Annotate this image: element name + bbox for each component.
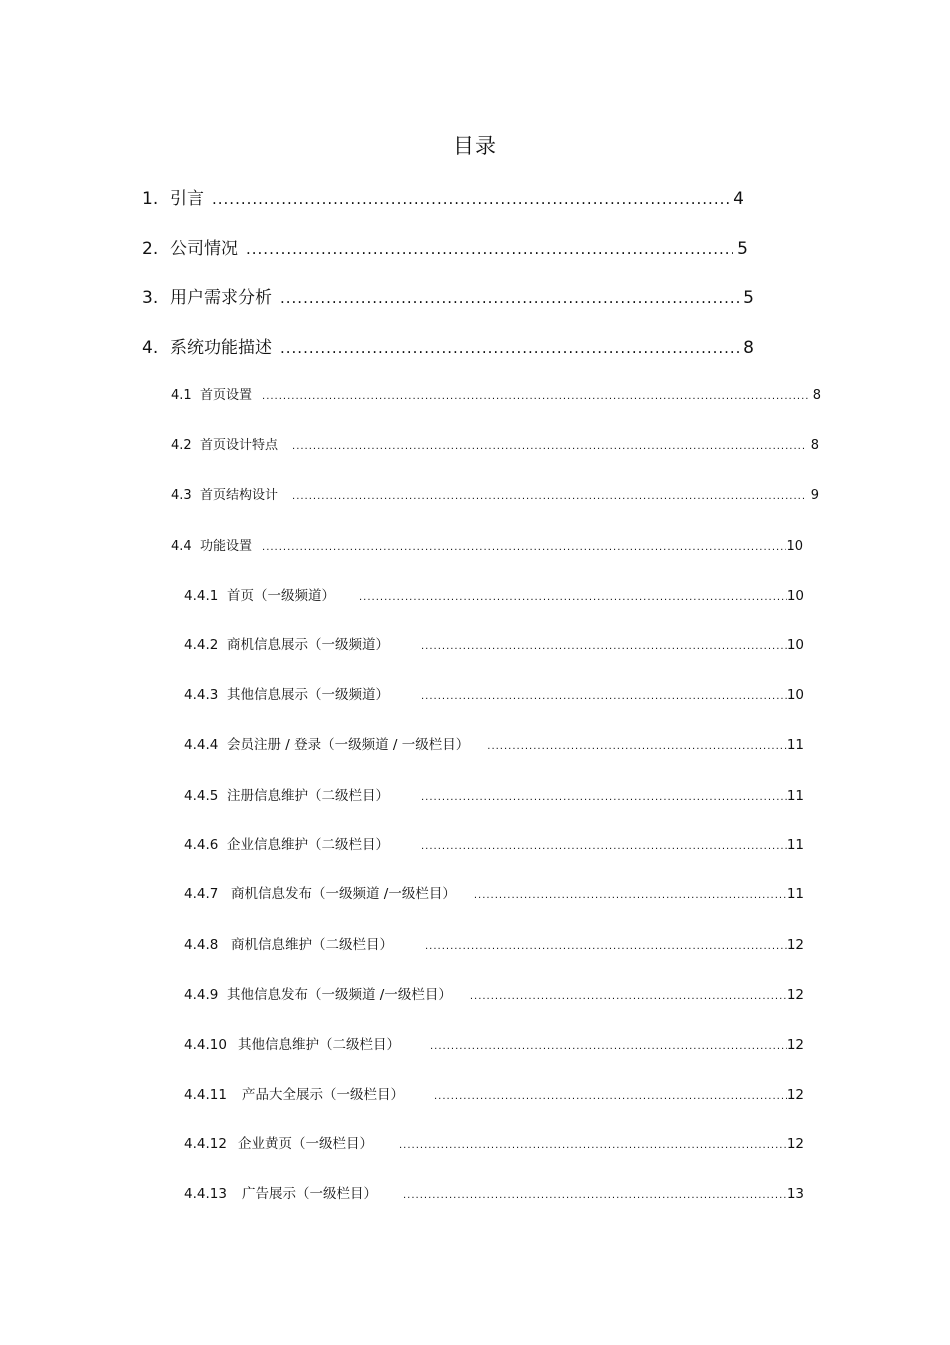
toc-entry-page: 12 [786,1037,804,1053]
toc-entry-number: 4.4.13 [184,1186,227,1202]
toc-entry-number: 4. [142,338,159,358]
toc-entry-page: 10 [786,687,804,703]
toc-entry-page: 4 [733,189,744,209]
toc-entry[interactable] [184,584,804,604]
toc-leader-dots [421,691,787,702]
toc-entry-label: 其他信息展示（一级频道） [227,687,389,703]
toc-entry[interactable] [142,333,754,358]
toc-entry-label: 首页设计特点 [200,438,279,453]
toc-entry-label: 首页设置 [200,388,253,403]
toc-entry-page: 11 [786,837,804,853]
toc-leader-dots [421,792,787,803]
toc-entry-number: 4.4.7 [184,886,219,902]
toc-entry-label: 企业信息维护（二级栏目） [227,837,389,853]
toc-entry[interactable] [184,683,804,703]
toc-leader-dots [212,190,729,208]
toc-entry-page: 12 [786,987,804,1003]
toc-leader-dots [399,1140,787,1151]
toc-entry[interactable] [184,933,804,953]
toc-entry-page: 11 [786,886,804,902]
toc-entry-page: 10 [786,588,804,604]
toc-entry-number: 2. [142,239,159,259]
toc-entry[interactable] [142,283,754,308]
toc-entry-number: 4.4.8 [184,937,219,953]
toc-entry-page: 12 [786,1087,804,1103]
toc-entry[interactable] [171,384,821,403]
toc-leader-dots [487,741,787,752]
toc-entry-number: 4.4.9 [184,987,219,1003]
toc-entry-label: 商机信息发布（一级频道 /一级栏目） [231,886,456,902]
toc-leader-dots [425,941,787,952]
toc-entry-page: 5 [737,239,748,259]
toc-leader-dots [280,289,739,307]
toc-entry-label: 引言 [170,189,204,209]
toc-entry-number: 4.4.10 [184,1037,227,1053]
toc-entry[interactable] [171,535,803,554]
toc-leader-dots [292,491,807,502]
toc-entry[interactable] [184,784,804,804]
toc-entry-number: 4.2 [171,438,192,453]
toc-entry-page: 9 [810,488,819,503]
toc-entry[interactable] [184,882,804,902]
toc-entry[interactable] [184,733,804,753]
toc-entry-page: 10 [786,637,804,653]
toc-entry-number: 4.4.12 [184,1136,227,1152]
toc-entry-label: 企业黄页（一级栏目） [238,1136,373,1152]
toc-leader-dots [421,641,787,652]
toc-entry-page: 12 [786,1136,804,1152]
toc-leader-dots [359,592,787,603]
toc-entry[interactable] [171,434,819,453]
toc-entry-label: 首页结构设计 [200,488,279,503]
toc-entry-number: 3. [142,288,159,308]
toc-entry-page: 10 [786,539,803,554]
toc-entry[interactable] [142,234,748,259]
toc-leader-dots [246,240,733,258]
toc-entry-page: 11 [786,737,804,753]
toc-entry-label: 注册信息维护（二级栏目） [227,788,389,804]
toc-entry-number: 4.4.4 [184,737,219,753]
toc-entry-number: 4.4 [171,539,192,554]
toc-leader-dots [292,441,807,452]
toc-title: 目录 [453,134,497,158]
toc-entry[interactable] [184,1033,804,1053]
toc-leader-dots [262,542,786,553]
toc-leader-dots [280,339,739,357]
toc-entry[interactable] [184,833,804,853]
toc-leader-dots [430,1041,787,1052]
toc-leader-dots [262,391,809,402]
toc-entry-label: 商机信息展示（一级频道） [227,637,389,653]
toc-entry-label: 用户需求分析 [170,288,272,308]
toc-entry[interactable] [142,184,744,209]
toc-entry[interactable] [184,1083,804,1103]
toc-leader-dots [434,1091,787,1102]
toc-entry-label: 广告展示（一级栏目） [242,1186,377,1202]
toc-leader-dots [474,890,787,901]
toc-entry-number: 4.1 [171,388,192,403]
toc-leader-dots [470,991,787,1002]
toc-entry-number: 4.4.3 [184,687,219,703]
toc-entry-page: 5 [743,288,754,308]
toc-leader-dots [421,841,787,852]
toc-entry-page: 8 [743,338,754,358]
toc-entry-label: 公司情况 [170,239,238,259]
toc-entry[interactable] [184,1182,804,1202]
toc-entry-label: 功能设置 [200,539,253,554]
toc-entry-label: 首页（一级频道） [227,588,335,604]
toc-entry-number: 4.4.2 [184,637,219,653]
toc-entry-page: 12 [786,937,804,953]
toc-entry-label: 系统功能描述 [170,338,272,358]
toc-entry-page: 11 [786,788,804,804]
toc-entry-number: 4.4.6 [184,837,219,853]
toc-entry-label: 其他信息发布（一级频道 /一级栏目） [227,987,452,1003]
toc-entry[interactable] [184,633,804,653]
toc-entry-number: 1. [142,189,159,209]
toc-entry-page: 8 [812,388,821,403]
toc-leader-dots [403,1190,787,1201]
toc-entry-page: 13 [786,1186,804,1202]
toc-entry-number: 4.4.11 [184,1087,227,1103]
toc-entry[interactable] [184,1132,804,1152]
toc-entry-number: 4.3 [171,488,192,503]
toc-entry[interactable] [171,484,819,503]
toc-entry-label: 其他信息维护（二级栏目） [238,1037,400,1053]
toc-entry-label: 商机信息维护（二级栏目） [231,937,393,953]
toc-entry-label: 会员注册 / 登录（一级频道 / 一级栏目） [227,737,470,753]
toc-entry-number: 4.4.5 [184,788,219,804]
toc-entry[interactable] [184,983,804,1003]
toc-entry-page: 8 [810,438,819,453]
toc-entry-number: 4.4.1 [184,588,219,604]
toc-entry-label: 产品大全展示（一级栏目） [242,1087,404,1103]
